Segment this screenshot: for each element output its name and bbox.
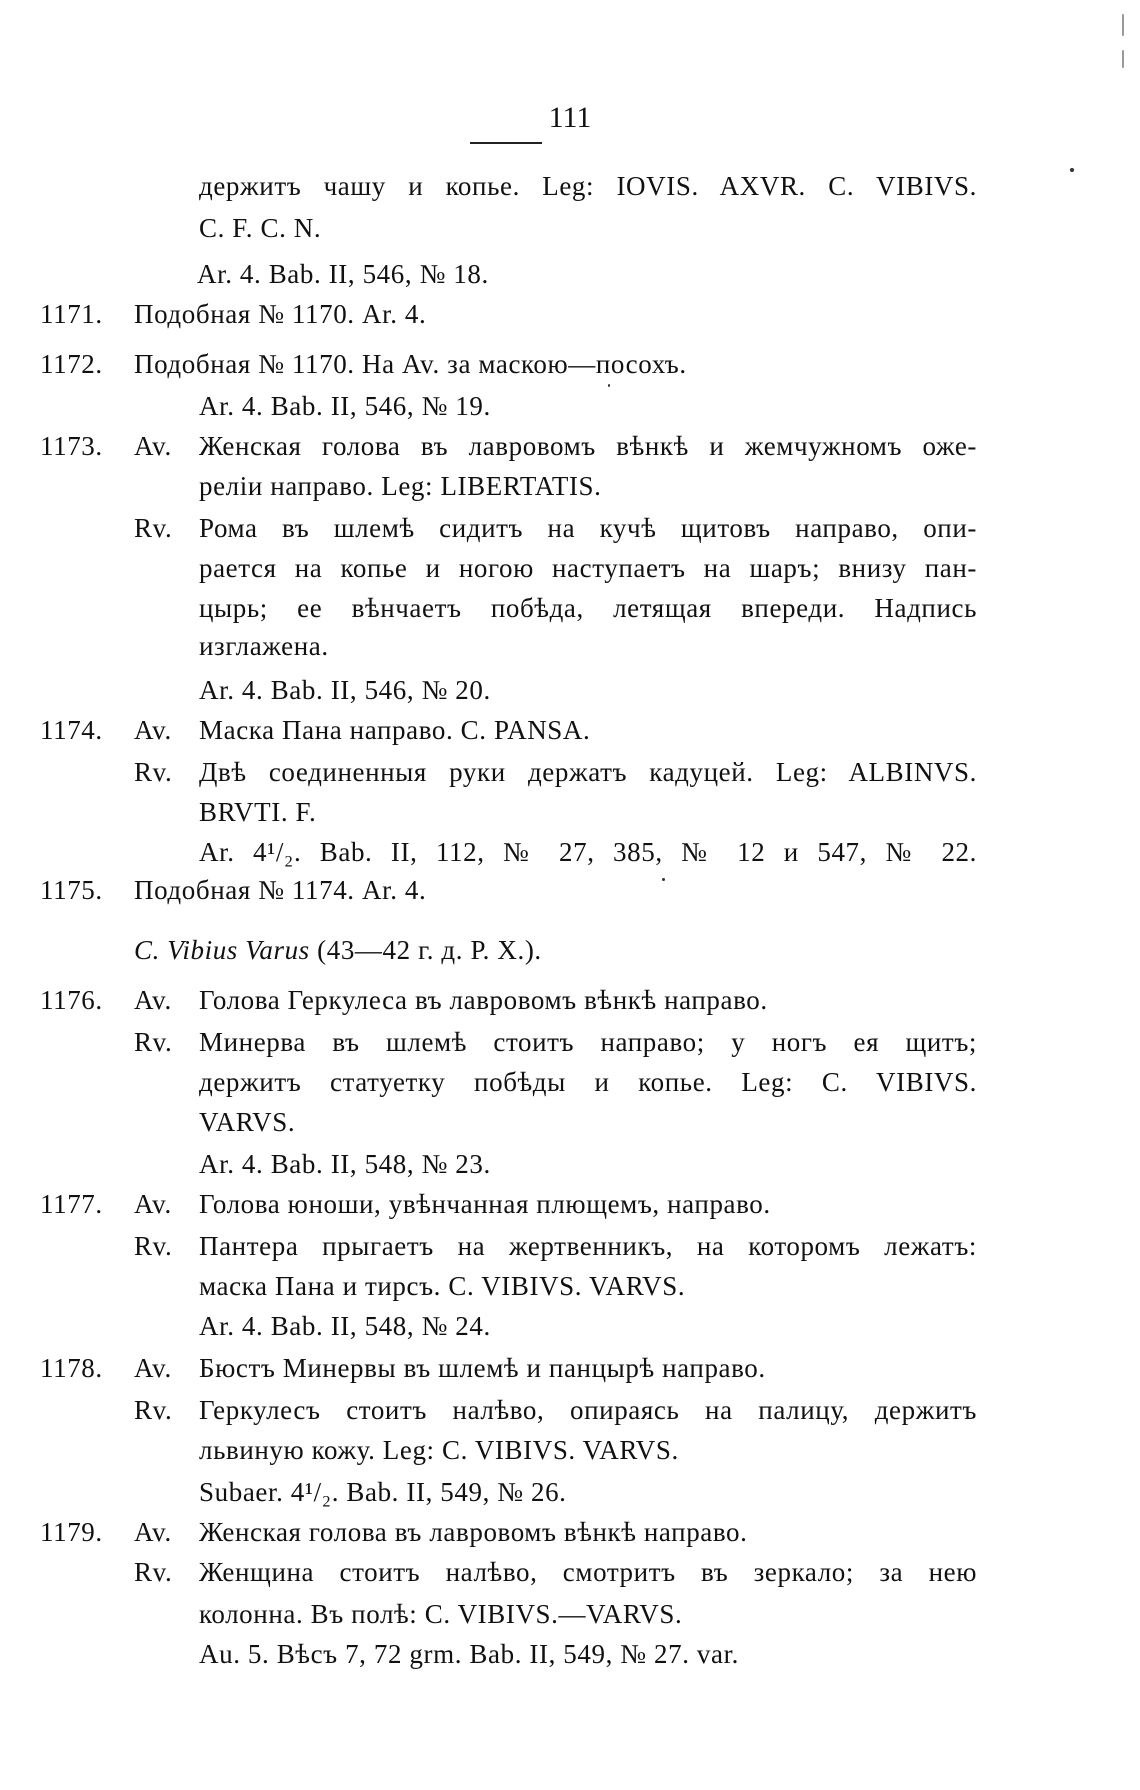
line-text: Женская голова въ лавровомъ вѣнкѣ и жемчужномъ оже- <box>199 431 977 461</box>
entry-number: 1177. <box>40 1189 103 1219</box>
line-text: изглажена. <box>199 631 329 661</box>
line-text: BRVTI. F. <box>199 797 317 827</box>
line-text: львиную кожу. Leg: C. VIBIVS. VARVS. <box>199 1435 679 1465</box>
line-text: VARVS. <box>199 1107 296 1137</box>
line-text: Ar. 4¹/₂. Bab. II, 112, № 27, 385, № 12 и 547, № 22. <box>199 837 977 867</box>
side-label: Av. <box>134 1189 172 1219</box>
line-text: держитъ статуетку побѣды и копье. Leg: C. VIBIVS. <box>199 1067 977 1097</box>
scan-speck <box>1070 168 1074 172</box>
line-text: Маска Пана направо. C. PANSA. <box>199 715 591 745</box>
moneyer-name: C. Vibius Varus <box>134 935 310 965</box>
line-text: Subaer. 4¹/₂. Bab. II, 549, № 26. <box>199 1477 567 1507</box>
line-text: Женская голова въ лавровомъ вѣнкѣ направо. <box>199 1517 748 1547</box>
line-text: Голова юноши, увѣнчанная плющемъ, направо. <box>199 1189 771 1219</box>
line-text: Бюстъ Минервы въ шлемѣ и панцырѣ направо. <box>199 1353 766 1383</box>
entry-number: 1178. <box>40 1353 103 1383</box>
line-text: Ar. 4. Bab. II, 546, № 19. <box>199 391 491 421</box>
side-label: Av. <box>134 1517 172 1547</box>
page-number: 111 <box>548 101 592 134</box>
side-label: Rv. <box>134 1557 173 1587</box>
line-text: колонна. Въ полѣ: C. VIBIVS.—VARVS. <box>199 1599 683 1629</box>
side-label: Av. <box>134 715 172 745</box>
line-text: Подобная № 1170. На Av. за маскою—посохъ. <box>134 349 687 379</box>
line-text: Женщина стоитъ налѣво, смотритъ въ зеркало; за нею <box>199 1557 977 1587</box>
line-text: Ar. 4. Bab. II, 546, № 18. <box>197 259 489 289</box>
line-text: Ar. 4. Bab. II, 548, № 23. <box>199 1149 491 1179</box>
line-text: Геркулесъ стоитъ налѣво, опираясь на палицу, держитъ <box>199 1395 977 1425</box>
entry-number: 1175. <box>40 875 103 905</box>
line-text: рается на копье и ногою наступаетъ на шаръ; внизу пан- <box>199 553 977 583</box>
line-text: C. F. C. N. <box>199 213 322 243</box>
line-text: Двѣ соединенныя руки держатъ кадуцей. Leg: ALBINVS. <box>199 757 977 787</box>
line-text: Минерва въ шлемѣ стоитъ направо; у ногъ ея щитъ; <box>199 1027 977 1057</box>
entry-number: 1172. <box>40 349 103 379</box>
line-text: маска Пана и тирсъ. C. VIBIVS. VARVS. <box>199 1271 686 1301</box>
side-label: Av. <box>134 431 172 461</box>
side-label: Av. <box>134 985 172 1015</box>
scan-speck <box>662 878 665 881</box>
entry-number: 1171. <box>40 299 103 329</box>
page-number-rule <box>470 142 542 144</box>
side-label: Rv. <box>134 513 173 543</box>
line-text: Рома въ шлемѣ сидитъ на кучѣ щитовъ направо, опи- <box>199 513 977 543</box>
side-label: Rv. <box>134 1395 173 1425</box>
entry-number: 1173. <box>40 431 103 461</box>
side-label: Rv. <box>134 757 173 787</box>
line-text: Подобная № 1174. Ar. 4. <box>134 875 427 905</box>
line-text: Пантера прыгаетъ на жертвенникъ, на которомъ лежатъ: <box>199 1231 977 1261</box>
date-range: (43—42 г. д. Р. X.). <box>309 935 542 965</box>
entry-number: 1174. <box>40 715 103 745</box>
line-text: цырь; ее вѣнчаетъ побѣда, летящая впереди. Надпись <box>199 593 977 623</box>
side-label: Rv. <box>134 1027 173 1057</box>
scan-speck <box>608 384 610 387</box>
section-heading-text <box>134 934 542 966</box>
line-text: реліи направо. Leg: LIBERTATIS. <box>199 471 602 501</box>
line-text: Au. 5. Вѣсъ 7, 72 grm. Bab. II, 549, № 27. var. <box>199 1639 740 1669</box>
scan-edge-mark <box>1122 50 1124 68</box>
line-text: Ar. 4. Bab. II, 548, № 24. <box>199 1311 491 1341</box>
entry-number: 1179. <box>40 1517 103 1547</box>
entry-number: 1176. <box>40 985 103 1015</box>
line-text: Подобная № 1170. Ar. 4. <box>134 299 427 329</box>
line-text: Голова Геркулеса въ лавровомъ вѣнкѣ направо. <box>199 985 768 1015</box>
side-label: Rv. <box>134 1231 173 1261</box>
line-text: Ar. 4. Bab. II, 546, № 20. <box>199 675 491 705</box>
side-label: Av. <box>134 1353 172 1383</box>
line-text: держитъ чашу и копье. Leg: IOVIS. AXVR. C. VIBIVS. <box>199 171 977 201</box>
scan-edge-mark <box>1122 14 1124 36</box>
